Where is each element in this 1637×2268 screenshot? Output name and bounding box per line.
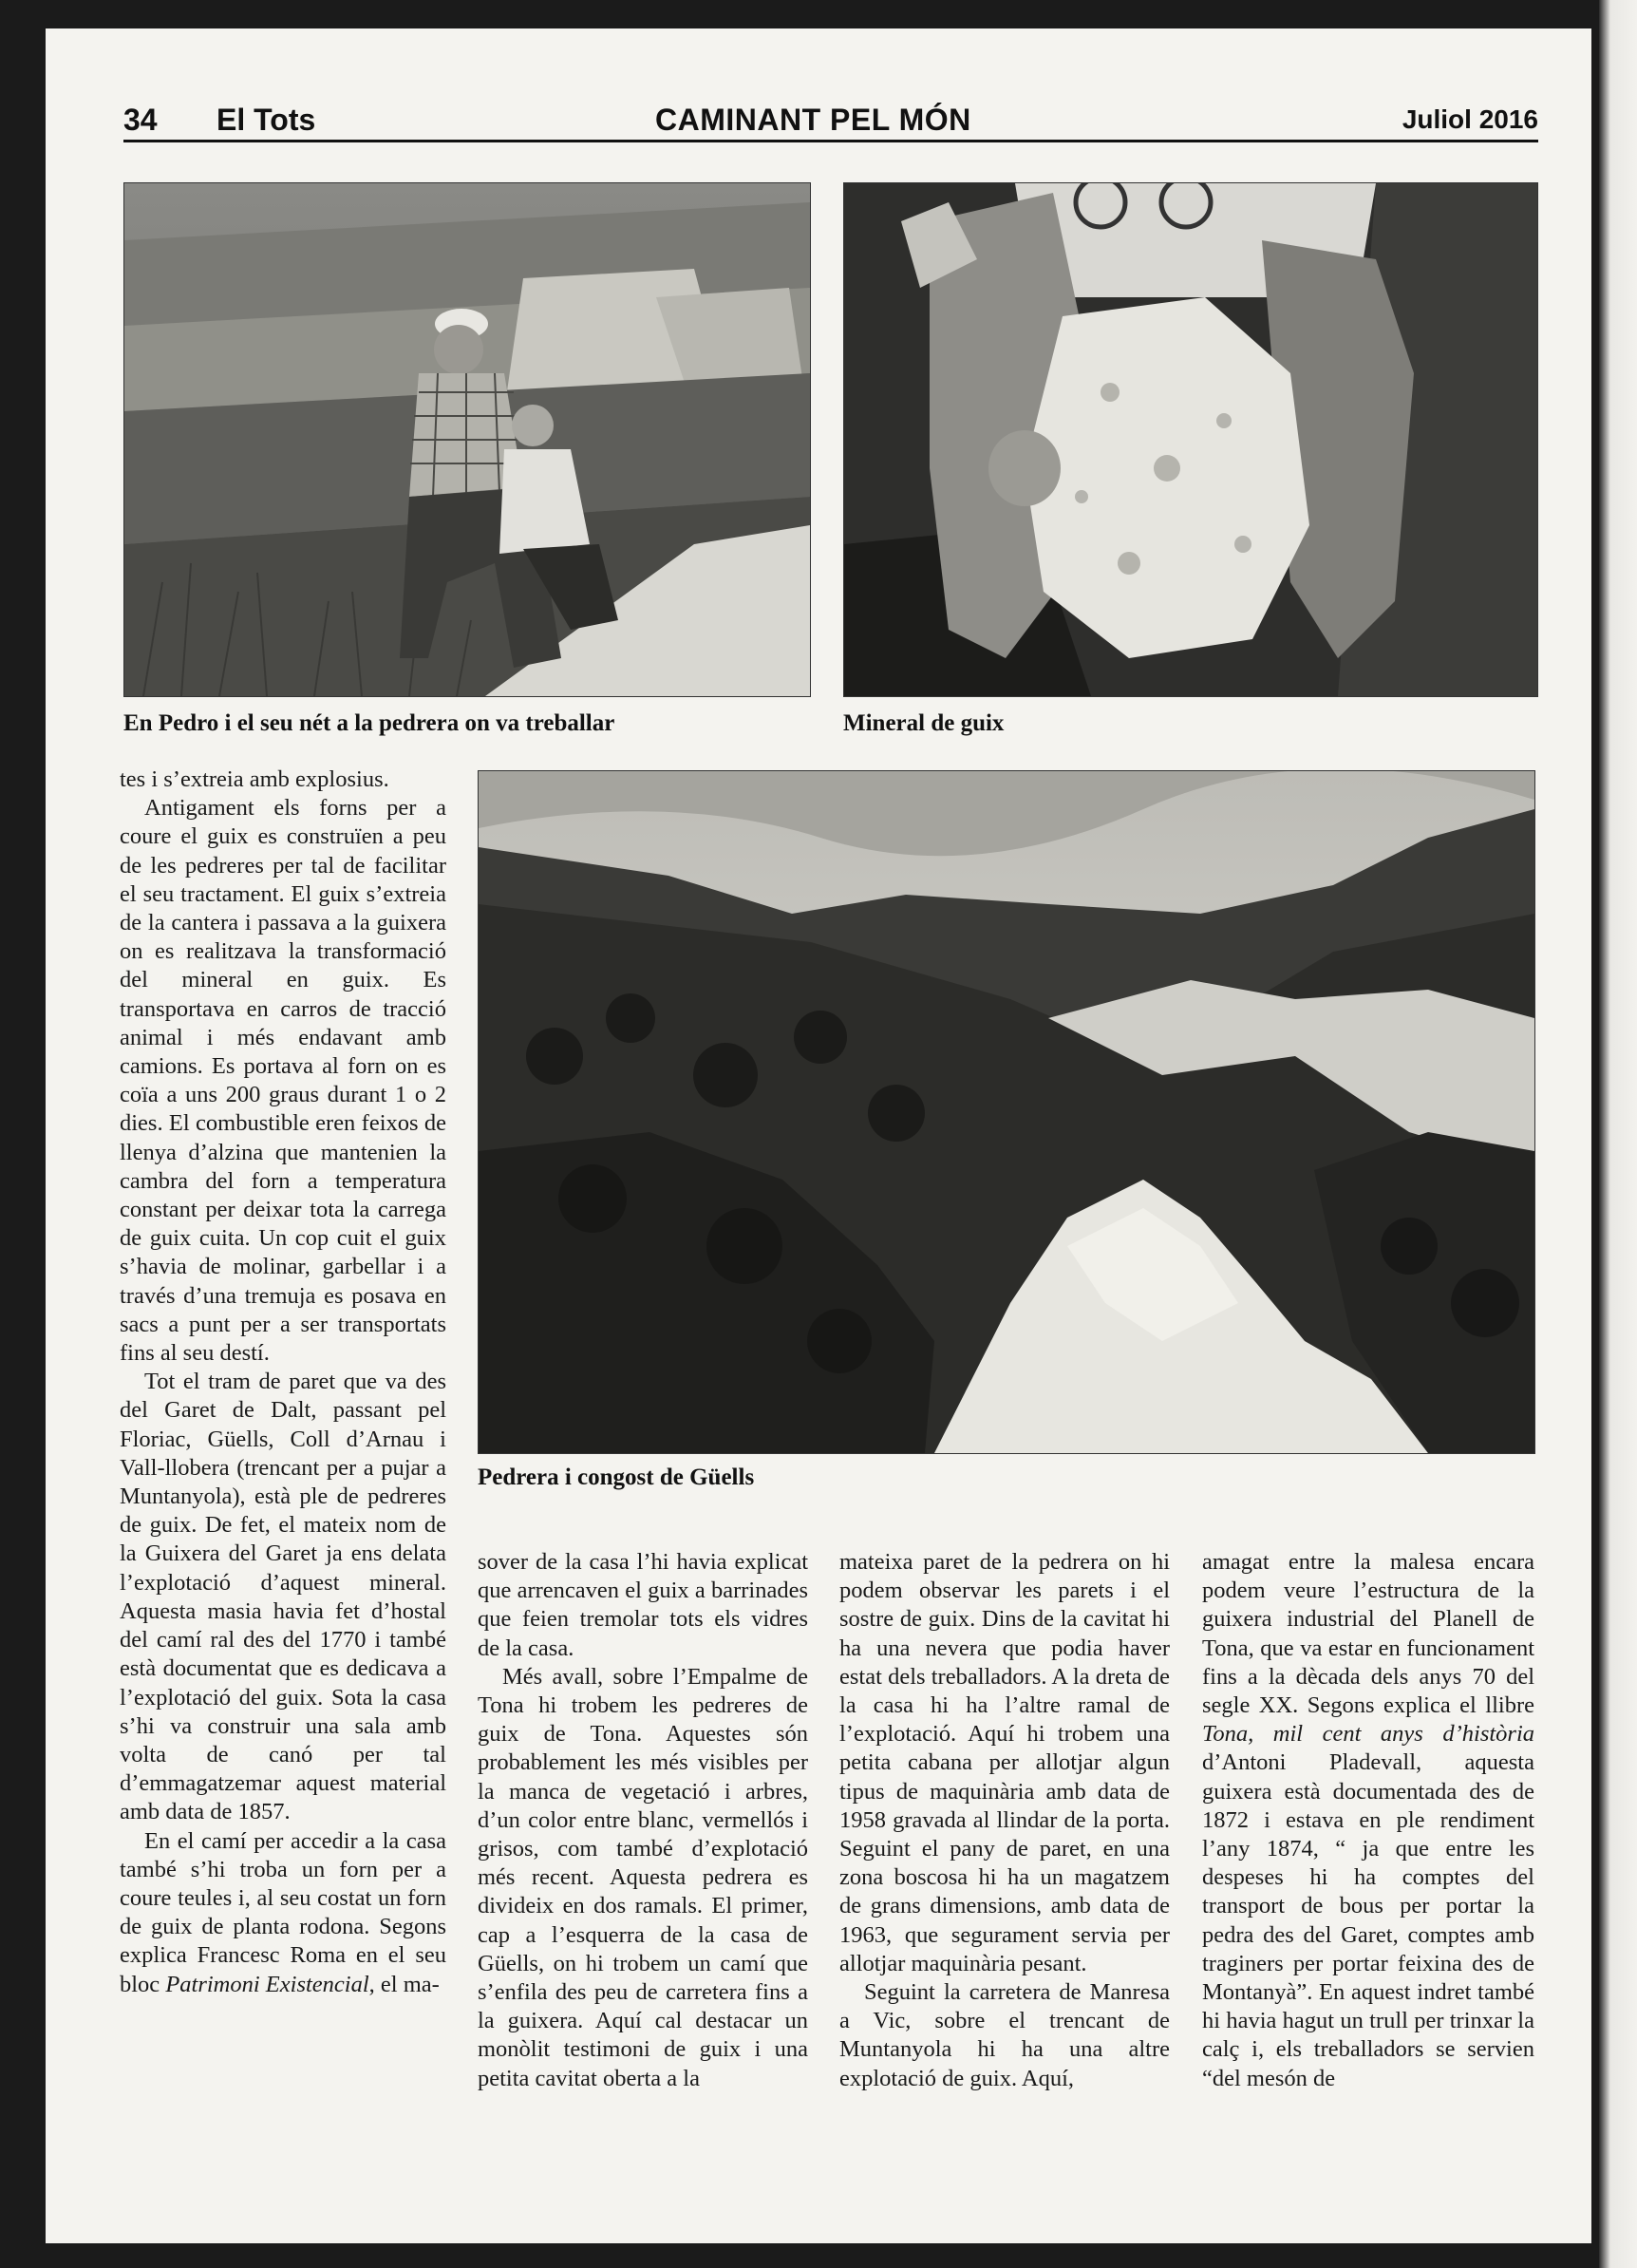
article-text: , el ma- [368, 1971, 440, 1997]
section-title: CAMINANT PEL MÓN [655, 103, 971, 137]
photo3-caption: Pedrera i congost de Güells [478, 1465, 755, 1490]
article-paragraph: Més avall, sobre l’Empalme de Tona hi trobem les pedreres de guix de Tona. Aquestes són probablement les més visibles per la manca de vegetació i arbres, d’un color entre blanc, vermellós i grisos, com també d’explotació més recent. Aquesta pedrera es divideix en dos ramals. El primer, cap a l’esquerra de la casa de Güells, on hi trobem un camí que s’enfila des peu de carretera fins a la guixera. Aquí cal destacar un monòlit testimoni de guix i una petita cavitat oberta a la [478, 1663, 808, 2091]
photo2-caption: Mineral de guix [843, 710, 1005, 736]
article-paragraph [1202, 1548, 1534, 2093]
book-title: Tona, mil cent anys d’història [1202, 1721, 1534, 1748]
article-paragraph: sover de la casa l’hi havia explicat que arrencaven el guix a barrinades que feien tremolar tots els vidres de la casa. [478, 1549, 808, 1661]
photo1-caption: En Pedro i el seu nét a la pedrera on va treballar [123, 710, 615, 736]
quarry-people-image [124, 183, 810, 696]
article-paragraph: Seguint la carretera de Manresa a Vic, sobre el trencant de Muntanyola hi ha una altre explotació de guix. Aquí, [839, 1979, 1170, 2091]
gypsum-mineral-image [844, 183, 1537, 696]
page-header [123, 103, 1538, 142]
photo-quarry-gorge [478, 770, 1535, 1454]
article-paragraph: mateixa paret de la pedrera on hi podem observar les parets i el sostre de guix. Dins de la cavitat hi ha una nevera que podia haver estat dels treballadors. A la dreta de la casa hi ha l’altre ramal de l’explotació. Aquí hi trobem una petita cabana per allotjar algun tipus de maquinària amb data de 1958 gravada al llindar de la porta. Seguint el pany de paret, en una zona boscosa hi ha un magatzem de grans dimensions, amb data de 1963, que segurament servia per allotjar maquinària pesant. [839, 1549, 1170, 1976]
article-column-1 [120, 765, 446, 1999]
photo-gypsum-mineral [843, 182, 1538, 697]
article-column-3 [839, 1548, 1170, 2093]
photo-pedro-and-grandson [123, 182, 811, 697]
article-paragraph: tes i s’extreia amb explosius. [120, 766, 389, 792]
page-number: 34 [123, 103, 158, 137]
article-text: amagat entre la malesa encara podem veure l’estructura de la guixera industrial del Planell de Tona, que va estar en funcionament fins a la dècada dels anys 70 del segle XX. Segons explica el llibre [1202, 1549, 1534, 1719]
header-rule [123, 140, 1538, 142]
article-text: En el camí per accedir a la casa també s’hi troba un forn per a coure teules i, al seu costat un forn de guix de planta rodona. Segons explica Francesc Roma en el seu bloc [120, 1827, 446, 1997]
blog-title: Patrimoni Existencial [165, 1971, 369, 1997]
article-column-2 [478, 1548, 808, 2093]
quarry-gorge-image [479, 771, 1534, 1453]
article-paragraph [120, 1827, 446, 1999]
article-paragraph: Antigament els forns per a coure el guix es construïen a peu de les pedreres per tal de facilitar el seu tractament. El guix s’extreia de la cantera i passava a la guixera on es realitzava la transformació del mineral en guix. Es transportava en carros de tracció animal i més endavant amb camions. Es portava al forn on es coïa a uns 200 graus durant 1 o 2 dies. El combustible eren feixos de llenya d’alzina que mantenien la cambra del forn a temperatura constant per deixar tota la carrega de guix cuita. Un cop cuit el guix s’havia de molinar, garbellar i a través d’una tremuja es posava en sacs a punt per a ser transportats fins al seu destí. [120, 795, 446, 1367]
article-text: d’Antoni Pladevall, aquesta guixera està documentada des de 1872 i estava en ple rendiment l’any 1874, “ ja que entre les despeses hi ha comptes del transport de bous per portar la pedra des del Garet, comptes amb traginers per portar feixina des de Montanyà”. En aquest indret també hi havia hagut un trull per trinxar la calç i, els treballadors se servien “del mesón de [1202, 1749, 1534, 2091]
publication-name: El Tots [216, 103, 316, 137]
next-page-edge [1599, 0, 1637, 2268]
issue-date: Juliol 2016 [1402, 104, 1538, 134]
article-column-4 [1202, 1548, 1534, 2093]
article-paragraph: Tot el tram de paret que va des del Garet de Dalt, passant pel Floriac, Güells, Coll d’Arnau i Vall-llobera (trencant per a pujar a Muntanyola), està ple de pedreres de guix. De fet, el mateix nom de la Guixera del Garet ja ens delata l’explotació d’aquest mineral. Aquesta masia havia fet d’hostal del camí ral des del 1770 i també està documentat que es dedicava a l’explotació del guix. Sota la casa s’hi va construir una sala amb volta de canó per tal d’emmagatzemar aquest material amb data de 1857. [120, 1369, 446, 1825]
